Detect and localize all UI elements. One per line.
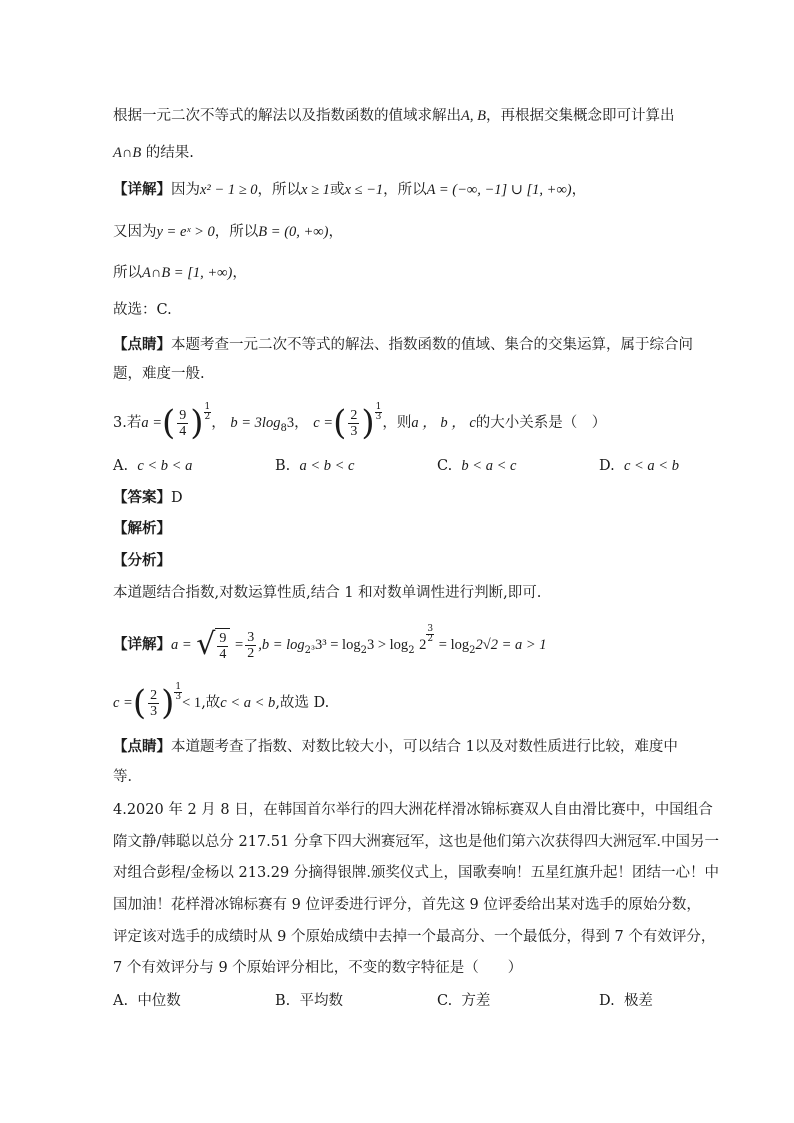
math: c = — [113, 695, 133, 711]
q2-detail-line3 — [113, 263, 247, 283]
q2-choice: 故选：C. — [113, 302, 172, 318]
q3-answer — [113, 488, 183, 508]
numerator: 3 — [427, 624, 434, 634]
math: a = — [141, 415, 163, 431]
exponent — [174, 683, 182, 702]
q3-detail-line2 — [113, 682, 330, 723]
option-label: B. — [275, 993, 291, 1009]
option-label: D. — [599, 993, 615, 1009]
radical-icon: √ — [196, 627, 216, 662]
math: = — [235, 637, 244, 653]
math: A∩B = [1, +∞) — [142, 265, 233, 281]
fraction — [348, 408, 359, 439]
math: x² − 1 ≥ 0 — [200, 182, 258, 198]
text: ，则 — [382, 415, 412, 431]
q4-option-b[interactable] — [275, 989, 343, 1010]
option-label: A. — [113, 993, 129, 1009]
q2-detail-line2 — [113, 222, 343, 242]
q4-option-d[interactable] — [599, 989, 653, 1010]
paren: ) — [361, 403, 375, 443]
q4-line6: 7 个有效评分与 9 个原始评分相比，不变的数字特征是（ ） — [113, 960, 523, 976]
math: b = 3log — [230, 415, 281, 431]
numerator: 1 — [175, 682, 182, 692]
subscript: 2³ — [304, 645, 316, 656]
text: ，所以 — [257, 182, 302, 198]
text: 因为 — [171, 182, 200, 198]
q2-comment-line2: 题，难度一般. — [113, 366, 205, 382]
option-text: 平均数 — [299, 993, 343, 1009]
math: 3 > log — [366, 637, 409, 653]
numerator: 9 — [219, 631, 227, 646]
denominator: 3 — [175, 692, 182, 702]
paren: ( — [333, 403, 347, 443]
denominator: 3 — [375, 412, 382, 422]
q2-comment-line1 — [113, 335, 693, 355]
math: a ， b ， c — [411, 415, 476, 431]
q4-option-a[interactable] — [113, 989, 181, 1010]
q2-detail-line1 — [113, 180, 586, 200]
q3-question: 3.若a =( $\frac{9}{4}$ ) $\frac{1}{2}$ ， $b = 3\log_83$， c =( $\frac{2}{3}$ ) $\frac{1}{3}$ ，则a ， b ， c的大小关系是（ ） — [113, 402, 607, 443]
math: B = (0, +∞) — [258, 224, 329, 240]
text: ， — [571, 182, 587, 198]
option-text: c < b < a — [137, 458, 193, 474]
text: 所以 — [113, 265, 142, 281]
q3-comment-line1 — [113, 737, 678, 757]
answer-label: 【答案】 — [113, 489, 171, 506]
math: 3 — [286, 415, 295, 431]
answer-value: D — [171, 490, 183, 506]
math: ,b = log — [258, 637, 305, 653]
fraction — [217, 631, 228, 662]
text: 的大小关系是（ ） — [475, 415, 607, 431]
denominator: 2 — [427, 634, 434, 644]
comment-label: 【点睛】 — [113, 738, 171, 755]
exponent — [426, 625, 434, 644]
option-text: 方差 — [461, 993, 491, 1009]
q2-intro-line1 — [113, 106, 674, 126]
text: ,故选 D. — [275, 695, 330, 711]
option-text: 中位数 — [137, 993, 181, 1009]
text: ，再根据交集概念即可计算出 — [485, 108, 675, 124]
subscript: 2 — [469, 645, 476, 656]
text: ，所以 — [214, 224, 259, 240]
paren: ( — [162, 403, 176, 443]
math: x ≤ −1 — [344, 182, 384, 198]
denominator: 3 — [150, 703, 158, 719]
text: 或 — [329, 182, 345, 198]
math: A = (−∞, −1] ∪ [1, +∞) — [426, 182, 572, 198]
text: 本题考查一元二次不等式的解法、指数函数的值域、集合的交集运算，属于综合问 — [171, 337, 693, 353]
fraction — [245, 630, 256, 661]
subscript: 2 — [408, 645, 415, 656]
q3-option-b[interactable] — [275, 458, 355, 475]
detail-label: 【详解】 — [113, 181, 171, 198]
paren: ) — [190, 403, 204, 443]
fraction — [177, 408, 188, 439]
option-text: b < a < c — [461, 458, 517, 474]
text: ,故 — [201, 695, 221, 711]
denominator: 4 — [219, 647, 227, 662]
math: < 1 — [182, 695, 202, 711]
text: 又因为 — [113, 224, 157, 240]
numerator: 3 — [247, 629, 255, 645]
option-text: c < a < b — [623, 458, 679, 474]
math: A, B — [461, 108, 486, 124]
comment-label: 【点睛】 — [113, 336, 171, 353]
text: ， — [232, 265, 247, 281]
fraction — [148, 688, 159, 719]
q3-comment-line2: 等． — [113, 769, 142, 785]
paren: ) — [161, 683, 175, 723]
denominator: 3 — [350, 423, 358, 439]
math: 2 — [419, 637, 427, 653]
option-label: C. — [437, 993, 453, 1009]
math: c = — [313, 415, 334, 431]
math: c < a < b — [220, 695, 276, 711]
q3-option-d[interactable] — [599, 458, 679, 475]
denominator: 2 — [204, 412, 211, 422]
option-text: 极差 — [623, 993, 653, 1009]
q3-fenxi-text: 本道题结合指数,对数运算性质,结合 1 和对数单调性进行判断,即可. — [113, 585, 542, 601]
detail-label: 【详解】 — [113, 636, 171, 653]
q3-fenxi-label: 【分析】 — [113, 552, 171, 569]
text: ， — [328, 224, 343, 240]
exponent — [204, 403, 212, 422]
option-label: B. — [275, 458, 291, 474]
paren: ( — [132, 683, 147, 723]
option-label: C. — [437, 458, 453, 474]
radicand — [215, 628, 230, 663]
q4-line3: 对组合彭程/金杨以 213.29 分摘得银牌.颁奖仪式上，国歌奏响！五星红旗升起！团结一心！中 — [113, 865, 719, 881]
q3-option-a[interactable] — [113, 458, 192, 475]
option-text: a < b < c — [299, 458, 355, 474]
text: ，所以 — [383, 182, 427, 198]
q4-line2: 隋文静/韩聪以总分 217.51 分拿下四大洲赛冠军，这也是他们第六次获得四大洲冠军.中国另一 — [113, 834, 719, 850]
question-number: 3.若 — [113, 415, 142, 431]
q3-detail-line1 — [113, 625, 547, 667]
option-label: A. — [113, 458, 129, 474]
q4-line5: 评定该对选手的成绩时从 9 个原始成绩中去掉一个最高分、一个最低分，得到 7 个有效评分， — [113, 929, 716, 945]
numerator: 1 — [204, 402, 211, 412]
option-label: D. — [599, 458, 615, 474]
text: 的结果. — [145, 145, 194, 161]
numerator: 1 — [375, 402, 382, 412]
math: x ≥ 1 — [301, 182, 330, 198]
q3-option-c[interactable] — [437, 458, 516, 475]
denominator: 4 — [179, 423, 187, 439]
text: 根据一元二次不等式的解法以及指数函数的值域求解出 — [113, 108, 461, 124]
q2-intro-line2 — [113, 143, 194, 163]
q4-line1: 4.2020 年 2 月 8 日，在韩国首尔举行的四大洲花样滑冰锦标赛双人自由滑比赛中，中国组合 — [113, 802, 713, 818]
subscript: 2 — [360, 645, 367, 656]
math: A∩B — [113, 145, 142, 161]
subscript: 8 — [280, 423, 287, 434]
numerator: 9 — [179, 407, 187, 423]
math: 2√2 = a > 1 — [475, 637, 547, 653]
q4-option-c[interactable] — [437, 989, 490, 1010]
math: 3³ = log — [315, 637, 361, 653]
q4-line4: 国加油！花样滑冰锦标赛有 9 位评委进行评分，首先这 9 位评委给出某对选手的原始分数， — [113, 897, 701, 913]
math: a = — [171, 637, 192, 653]
math: = log — [438, 637, 470, 653]
numerator: 2 — [150, 687, 158, 703]
sqrt — [196, 628, 230, 663]
text: 本道题考查了指数、对数比较大小，可以结合 1以及对数性质进行比较，难度中 — [171, 739, 678, 755]
math: y = eˣ > 0 — [156, 224, 215, 240]
q3-analysis-label: 【解析】 — [113, 520, 171, 537]
numerator: 2 — [350, 407, 358, 423]
denominator: 2 — [247, 645, 255, 661]
